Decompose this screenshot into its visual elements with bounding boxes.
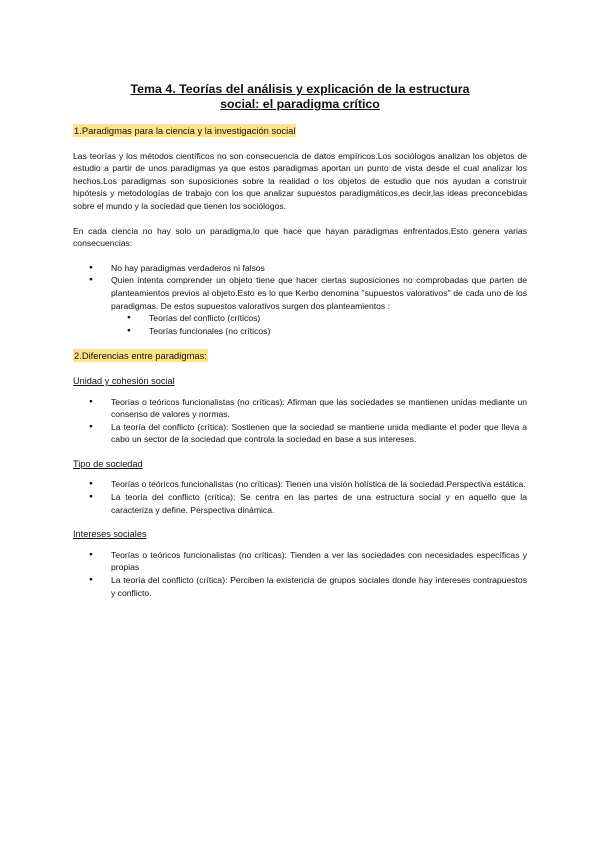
sub-list-item <box>149 312 527 325</box>
list-item <box>111 491 527 516</box>
bullet-text: Teorías o teóricos funcionalistas (no críticas): Afirman que las sociedades se mantienen unidas mediante un consenso de valores y normas. <box>111 396 527 420</box>
document-title <box>73 82 527 112</box>
intereses-bullet-list <box>73 549 527 599</box>
sub-bullet-list <box>111 312 527 337</box>
sub-list-item <box>149 325 527 338</box>
title-line-2: social: el paradigma crítico <box>220 97 380 111</box>
section-1-paragraph-1: Las teorías y los métodos científicos no son consecuencia de datos empíricos.Los sociólogos analizan los objetos de estudio a partir de unos paradigmas ya que estos paradigmas aportan un punto de vista desde el cual analizar los hechos.Los paradigmas son suposiciones sobre la realidad o los objetos de estudio que nos ayudan a construir hipótesis y metodologías de trabajo con los que analizar supuestos paradigmáticos,es decir,las ideas preconcebidas sobre el mundo y la sociedad que tienen los sociólogos. <box>73 150 527 211</box>
list-item <box>111 478 527 491</box>
bullet-text: La teoría del conflicto (crítica): Se centra en las partes de una estructura social y en aquello que la caracteriza y define. Perspectiva dinámica. <box>111 492 527 515</box>
unidad-bullet-list <box>73 396 527 446</box>
sub-bullet-text: Teorías funcionales (no críticos) <box>149 325 271 336</box>
subheading-tipo: Tipo de sociedad <box>73 458 143 469</box>
bullet-text: Teorías o teóricos funcionalistas (no críticas): Tienden a ver las sociedades con necesidades específicas y propias <box>111 549 527 573</box>
title-line-1: Tema 4. Teorías del análisis y explicación de la estructura <box>130 82 470 96</box>
section-1-paragraph-2: En cada ciencia no hay solo un paradigma,lo que hace que hayan paradigmas enfrentados.Esto genera varias consecuencias: <box>73 225 527 249</box>
tipo-bullet-list <box>73 478 527 516</box>
list-item <box>111 421 527 446</box>
subheading-unidad: Unidad y cohesión social <box>73 375 175 386</box>
list-item <box>111 549 527 574</box>
bullet-text: No hay paradigmas verdaderos ni falsos <box>111 262 265 273</box>
bullet-text: La teoría del conflicto (crítica): Sostienen que la sociedad se mantiene unida mediante el poder que lleva a cabo un sector de la sociedad que controla la sociedad en base a sus intereses. <box>111 421 527 445</box>
list-item <box>111 274 527 337</box>
list-item <box>111 396 527 421</box>
sub-bullet-text: Teorías del conflicto (críticos) <box>149 313 261 324</box>
bullet-text: Teorías o teóricos funcionalistas (no críticas): Tienen una visión holística de la sociedad.Perspectiva estática. <box>111 479 526 490</box>
section-2-heading-wrap <box>73 349 527 363</box>
list-item <box>111 574 527 599</box>
subheading-intereses: Intereses sociales <box>73 529 147 540</box>
section-1-heading: 1.Paradigmas para la ciencia y la investigación social <box>74 125 296 136</box>
section-1-heading-wrap <box>73 124 527 138</box>
list-item <box>111 262 527 275</box>
bullet-text: La teoría del conflicto (crítica): Perciben la existencia de grupos sociales donde hay intereses contrapuestos y conflicto. <box>111 575 527 598</box>
section-2-heading: 2.Diferencias entre paradigmas: <box>74 350 207 362</box>
section-1-bullet-list <box>73 262 527 338</box>
bullet-text: Quien intenta comprender un objeto tiene que hacer ciertas suposiciones no comprobadas que parten de planteamientos previos al objeto.Esto es lo que Kerbo denomina "supuestos valorativos" de cada uno de los paradigmas. De estos supuestos valorativos surgen dos planteamientos : <box>111 275 527 311</box>
